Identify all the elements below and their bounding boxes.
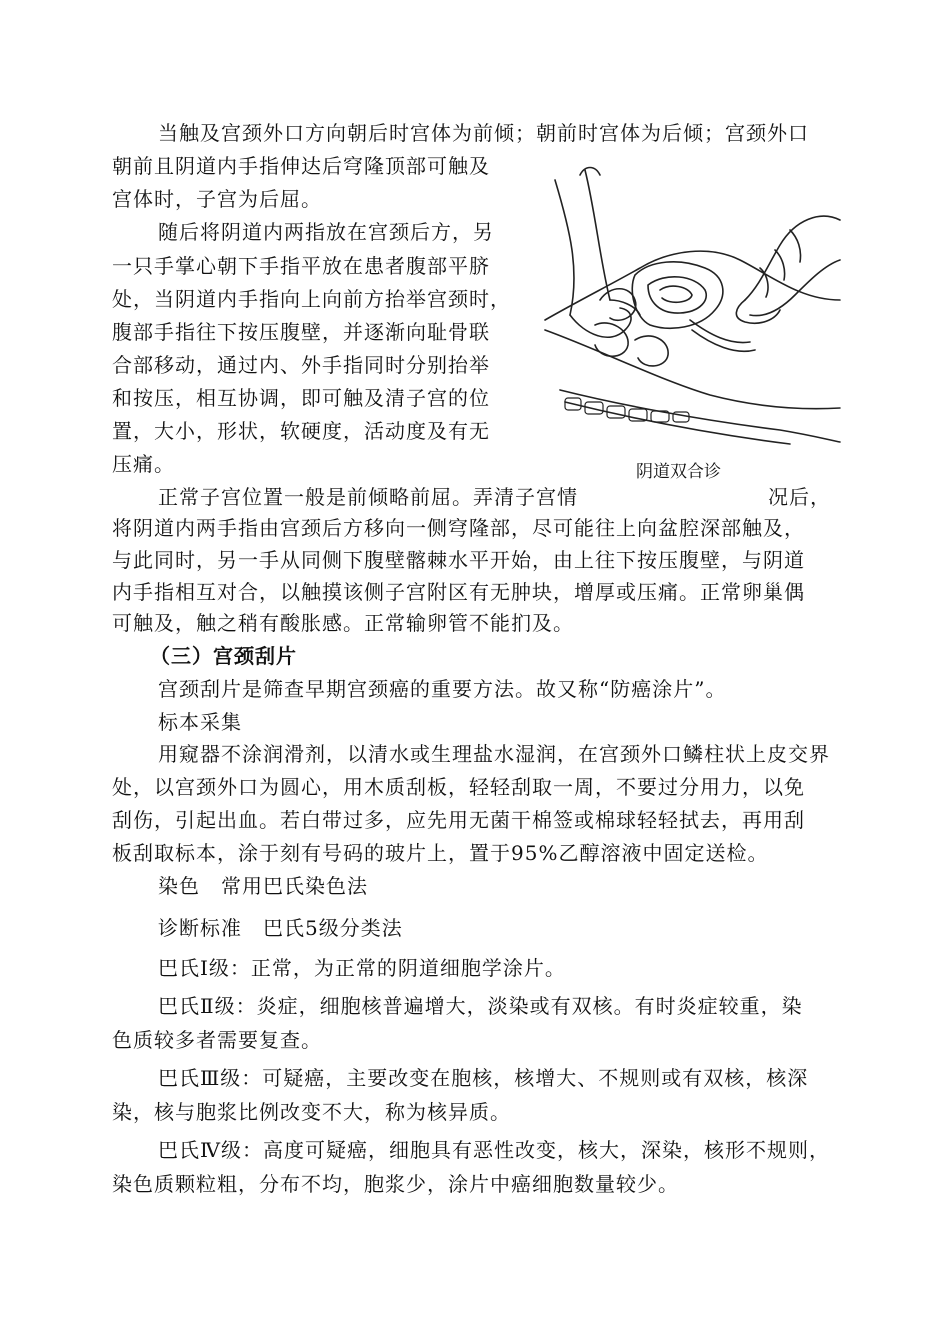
paragraph-line: 染色 常用巴氏染色法 (158, 874, 368, 898)
paragraph-line: 与此同时，另一手从同侧下腹壁髂棘水平开始，由上往下按压腹壁，与阴道 (112, 548, 805, 572)
paragraph-line: 用窥器不涂润滑剂，以清水或生理盐水湿润，在宫颈外口鳞柱状上皮交界 (158, 742, 830, 766)
paragraph-line: 巴氏Ⅱ级：炎症，细胞核普遍增大，淡染或有双核。有时炎症较重，染 (158, 994, 803, 1018)
paragraph-line: 正常子宫位置一般是前倾略前屈。弄清子宫情 (158, 485, 578, 509)
paragraph-line: 色质较多者需要复查。 (112, 1028, 322, 1052)
bimanual-exam-illustration (540, 150, 845, 465)
paragraph-line: 处，当阴道内手指向上向前方抬举宫颈时， (112, 287, 511, 311)
paragraph-line: 刮伤，引起出血。若白带过多，应先用无菌干棉签或棉球轻轻拭去，再用刮 (112, 808, 805, 832)
paragraph-line: 腹部手指往下按压腹壁，并逐渐向耻骨联 (112, 320, 490, 344)
paragraph-line: 巴氏Ⅲ级：可疑癌，主要改变在胞核，核增大、不规则或有双核，核深 (158, 1066, 809, 1090)
paragraph-line: 合部移动，通过内、外手指同时分别抬举 (112, 353, 490, 377)
figure-caption: 阴道双合诊 (636, 462, 721, 482)
paragraph-line: 处，以宫颈外口为圆心，用木质刮板，轻轻刮取一周，不要过分用力，以免 (112, 775, 805, 799)
paragraph-line: 诊断标准 巴氏5级分类法 (158, 916, 403, 940)
paragraph-line: 置，大小，形状，软硬度，活动度及有无 (112, 419, 490, 443)
paragraph-line: 和按压，相互协调，即可触及清子宫的位 (112, 386, 490, 410)
paragraph-line: 一只手掌心朝下手指平放在患者腹部平脐 (112, 254, 490, 278)
paragraph-line: 况后， (768, 485, 831, 509)
paragraph-line: 随后将阴道内两指放在宫颈后方，另 (158, 220, 494, 244)
paragraph-line: 标本采集 (158, 710, 242, 734)
paragraph-line: 巴氏Ⅳ级：高度可疑癌，细胞具有恶性改变，核大，深染，核形不规则， (158, 1138, 830, 1162)
paragraph-line: 将阴道内两手指由宫颈后方移向一侧穹隆部，尽可能往上向盆腔深部触及， (112, 516, 805, 540)
paragraph-line: 染，核与胞浆比例改变不大，称为核异质。 (112, 1100, 511, 1124)
paragraph-line: 板刮取标本，涂于刻有号码的玻片上，置于95%乙醇溶液中固定送检。 (112, 841, 769, 865)
paragraph-line: 巴氏Ⅰ级：正常，为正常的阴道细胞学涂片。 (158, 956, 566, 980)
paragraph-line: 宫体时，子宫为后屈。 (112, 187, 322, 211)
paragraph-line: 压痛。 (112, 452, 175, 476)
paragraph-line: 当触及宫颈外口方向朝后时宫体为前倾；朝前时宫体为后倾；宫颈外口 (158, 121, 809, 145)
paragraph-line: 宫颈刮片是筛查早期宫颈癌的重要方法。故又称“防癌涂片”。 (158, 677, 727, 701)
paragraph-line: 染色质颗粒粗，分布不均，胞浆少，涂片中癌细胞数量较少。 (112, 1172, 679, 1196)
paragraph-line: 内手指相互对合，以触摸该侧子宫附区有无肿块，增厚或压痛。正常卵巢偶 (112, 580, 805, 604)
paragraph-line: 朝前且阴道内手指伸达后穹隆顶部可触及 (112, 154, 490, 178)
paragraph-line: 可触及，触之稍有酸胀感。正常输卵管不能扪及。 (112, 611, 574, 635)
section-heading: （三）宫颈刮片 (150, 644, 297, 668)
